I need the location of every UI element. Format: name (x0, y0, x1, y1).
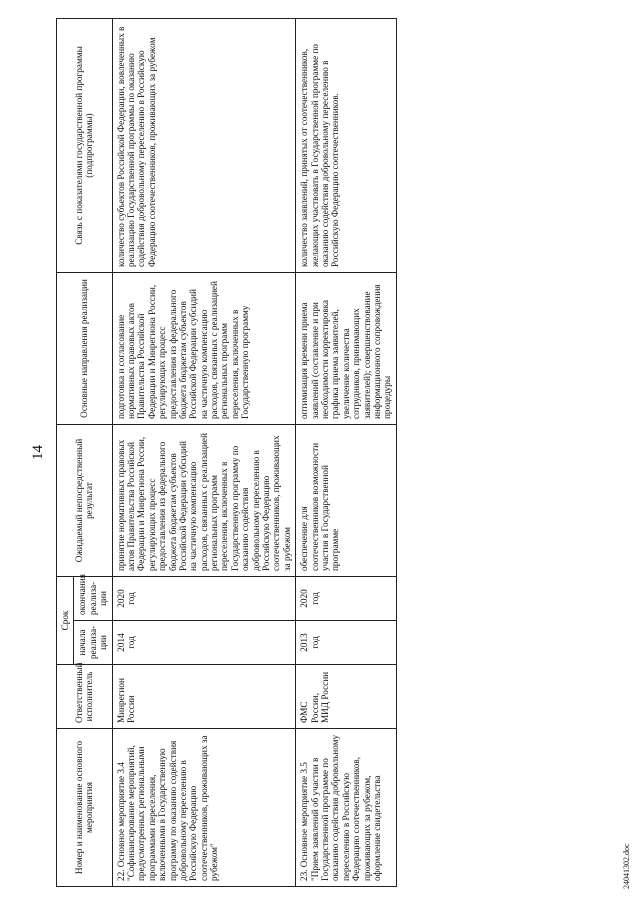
row-number: 23. (299, 869, 310, 881)
start-cell: 2014 год (112, 621, 296, 665)
start-cell: 2013 год (296, 621, 397, 665)
header-link: Связь с показателями государственной программы (подпрограммы) (57, 19, 113, 273)
measure-name-cell (296, 729, 397, 887)
directions-cell: оптимизация времени приема заявлений (составление и при необходимости корректировка графика приема заявителей, увеличение количества сотрудников, принимающих заявителей); совершенствование информационного сопровождения процедуры (296, 273, 397, 425)
table-row (296, 19, 397, 887)
end-cell: 2020 год (112, 577, 296, 621)
link-cell: количество субъектов Российской Федерации, вовлеченных в реализацию Государственной программы по оказанию содействия добровольному переселению в Российскую Федерацию соотечественников, проживающих за рубежом (112, 19, 296, 273)
link-cell: количество заявлений, принятых от соотечественников, желающих участвовать в Государственной программе по оказанию содействия добровольному переселению в Российскую Федерацию соотечественников. (296, 19, 397, 273)
footer-filename: 24041302.doc (622, 843, 631, 889)
directions-cell: подготовка и согласование нормативных правовых актов Правительства Российской Федерации и Минрегиона России, регулирующих процесс предоставления из федерального бюджета бюджетам субъектов Российской Федерации субсидий на частичную компенсацию расходов, связанных с реализацией региональных программ переселения, включенных в Государственную программу (112, 273, 296, 425)
header-directions: Основные направления реализации (57, 273, 113, 425)
executor-cell: ФМС России, МИД России (296, 665, 397, 729)
measure-name: Основное мероприятие 3.4 "Софинансирование мероприятий, предусмотренных региональными программами переселения, включенными в Государственную программу по оказанию содействия добровольному переселению в Российскую Федерацию соотечественников, проживающих за рубежом" (115, 735, 220, 881)
measures-table (56, 18, 397, 887)
row-number: 22. (115, 869, 126, 881)
executor-cell: Минрегион России (112, 665, 296, 729)
header-executor: Ответственный исполнитель (57, 665, 113, 729)
result-cell: принятие нормативных правовых актов Правительства Российской Федерации и Минрегиона России, регулирующих процесс предоставления из федерального бюджета бюджетам субъектов Российской Федерации субсидий на частичную компенсацию расходов, связанных с реализацией региональных программ переселения, включенных в Государственную программу по оказанию содействия добровольному переселению в Российскую Федерацию соотечественников, проживающих за рубежом (112, 425, 296, 577)
measure-name-cell (112, 729, 296, 887)
table-header-row (57, 19, 74, 887)
page-number: 14 (30, 445, 46, 460)
end-cell: 2020 год (296, 577, 397, 621)
header-end: окончания реализа- ции (74, 577, 112, 621)
header-name: Номер и наименование основного мероприятия (57, 729, 113, 887)
measure-name: Основное мероприятие 3.5 "Прием заявлений об участии в Государственной программе по оказанию содействия добровольному переселению в Российскую Федерацию соотечественников, проживающих за рубежом, оформление свидетельства (299, 734, 382, 881)
header-term: Срок (57, 577, 74, 665)
result-cell: обеспечение для соотечественников возможности участия в Государственной программе (296, 425, 397, 577)
header-start: начала реализа- ции (74, 621, 112, 665)
table-row (112, 19, 296, 887)
header-result: Ожидаемый непосредственный результат (57, 425, 113, 577)
